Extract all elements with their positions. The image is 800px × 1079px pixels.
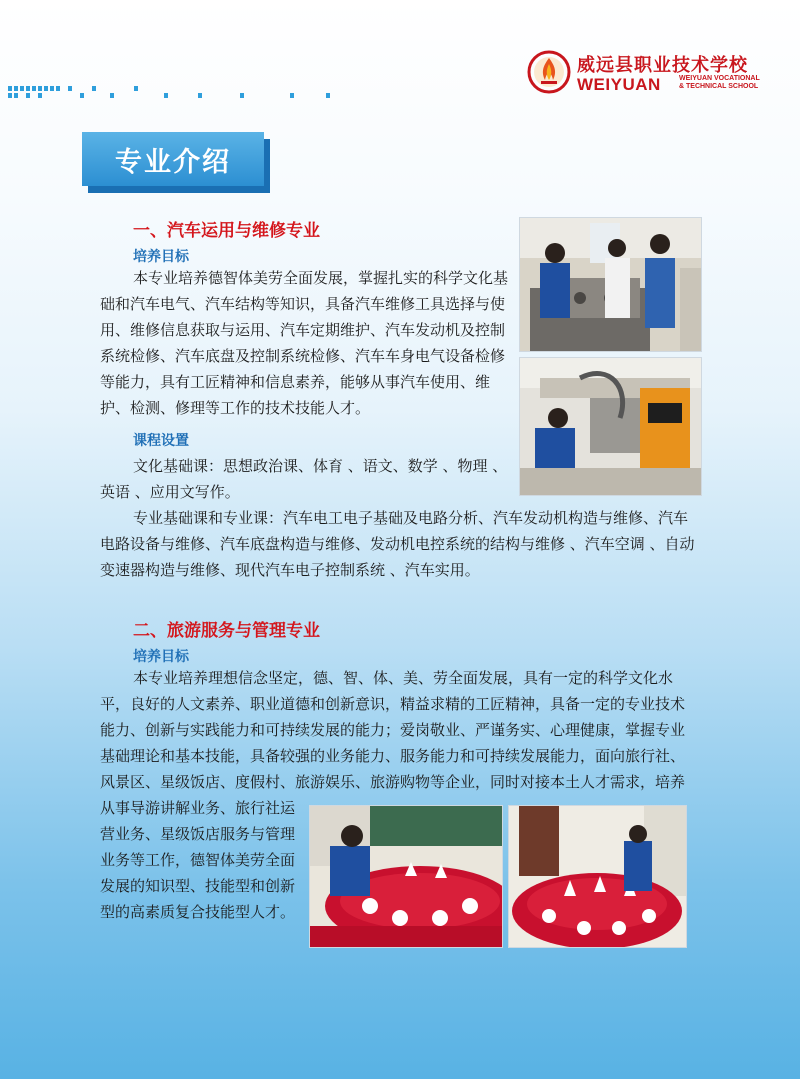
photo-students-engine-repair: [519, 217, 702, 352]
school-emblem-icon: [527, 50, 571, 94]
section1-basic-courses: 文化基础课：思想政治课、体育 、语文、数学 、物理 、 英语 、应用文写作。: [100, 457, 508, 501]
photo-banquet-table: [508, 805, 687, 948]
header-pixel-decoration: [8, 86, 338, 102]
section2-goal-text: 本专业培养理想信念坚定，德、智、体、美、劳全面发展，具有一定的科学文化水 平，良好的人文素养、职业道德和创新意识，精益求精的工匠精神，具备一定的专业技术 能力、创新与实践能力和可持续发展的能力；爱岗敬业、严谨务实、心理健康，掌握专业 基础理论和基本技能，具备较强的业务能力、服务能力和可持续发展能力，面向旅行社、 风景区、星级饭店、度假村、旅游娱乐、旅游购物等企业，同时对接本土人才需求，培养: [100, 669, 686, 791]
logo-chinese-name: 威远县职业技术学校: [577, 55, 748, 76]
photo-student-welding: [519, 357, 702, 496]
logo-english-name: WEIYUAN: [577, 75, 661, 94]
section1-goal-label: 培养目标: [133, 249, 189, 265]
section1-heading: 一、汽车运用与维修专业: [133, 221, 320, 241]
logo-english-subtitle: WEIYUAN VOCATIONAL & TECHNICAL SCHOOL: [679, 75, 760, 90]
school-logo: [527, 46, 777, 98]
section2-heading: 二、旅游服务与管理专业: [133, 621, 320, 641]
section1-course-label: 课程设置: [133, 433, 189, 449]
section2-goal-label: 培养目标: [133, 649, 189, 665]
section1-goal-text: 本专业培养德智体美劳全面发展，掌握扎实的科学文化基 础和汽车电气、汽车结构等知识，具备汽车维修工具选择与使 用、维修信息获取与运用、汽车定期维护、汽车发动机及控制 系统检修、汽车底盘及控制系统检修、汽车车身电气设备检修 等能力，具有工匠精神和信息素养，能够从事汽车使用、维 护、检测、修理等工作的技术技能人才。: [100, 269, 509, 417]
section2-goal-text-continued: 从事导游讲解业务、旅行社运 营业务、星级饭店服务与管理 业务等工作，德智体美劳全面 发展的知识型、技能型和创新 型的高素质复合技能型人才。: [100, 799, 296, 921]
section1-major-courses: 专业基础课和专业课：汽车电工电子基础及电路分析、汽车发动机构造与维修、汽车 电路设备与维修、汽车底盘构造与维修、发动机电控系统的结构与维修 、汽车空调 、自动 变速器构造与维修、现代汽车电子控制系统 、汽车实用。: [100, 509, 695, 579]
photo-table-setting-student: [309, 805, 503, 948]
page-title: 专业介绍: [82, 132, 264, 186]
